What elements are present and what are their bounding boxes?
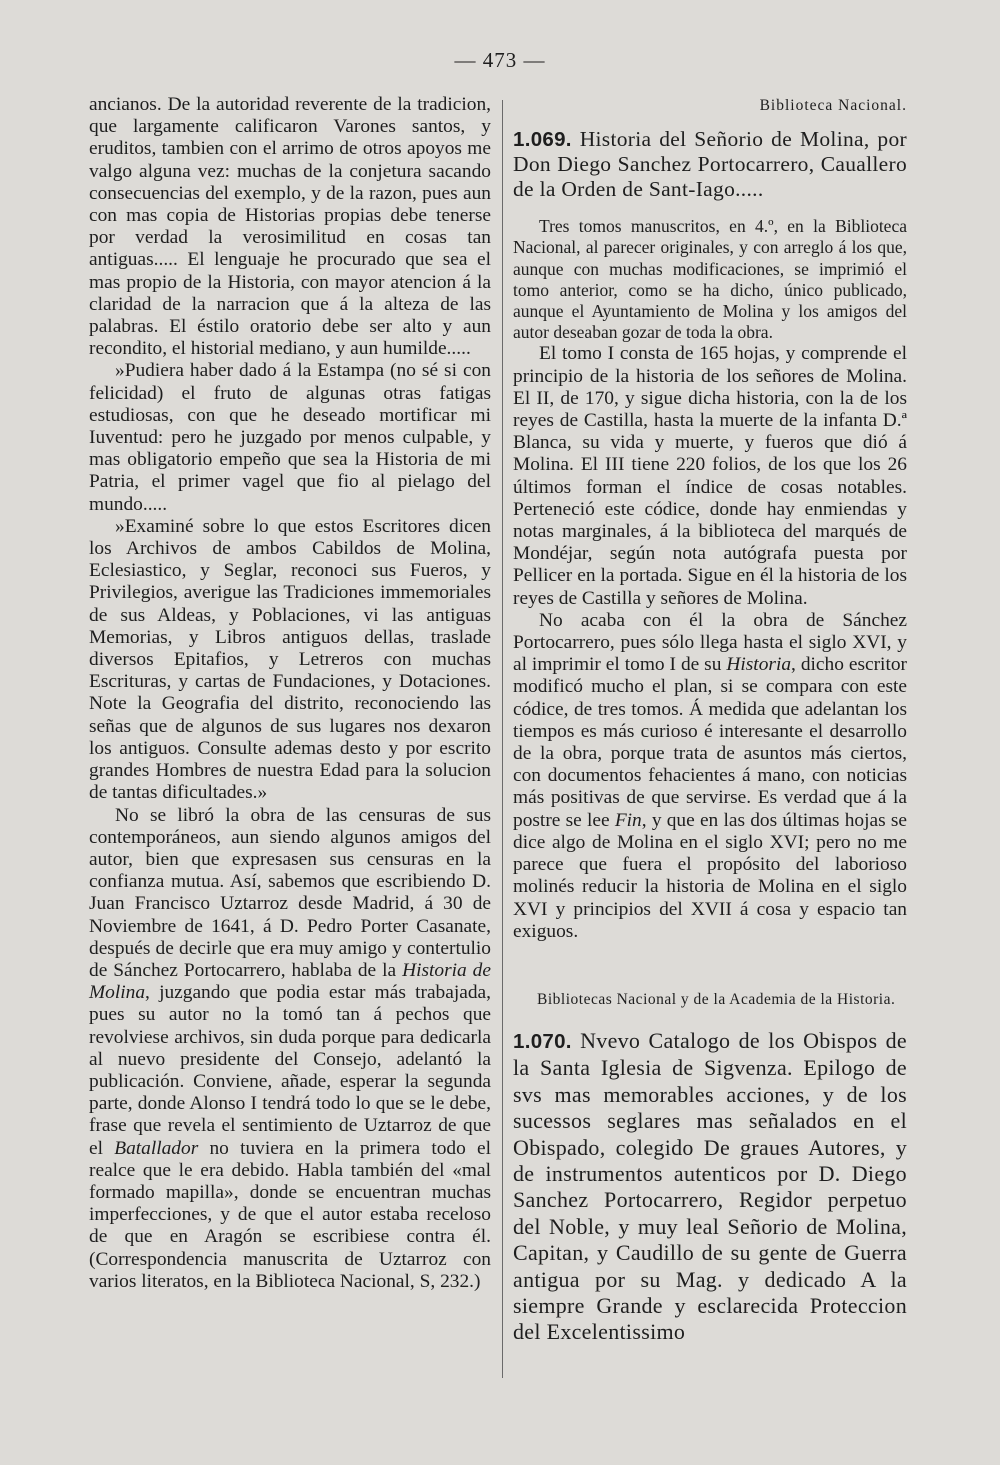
entry-1069-description: El tomo I consta de 165 hojas, y comprende el principio de la historia de los señores de Molina. El II, de 170, y sigue dicha historia, con la de los reyes de Castilla, hasta la muerte de la infanta D.ª Blanca, su vida y muerte, y fueros que dió á Molina. El III tiene 220 folios, de los que los 26 últimos forman el índice de cosas notables. Perteneció este códice, donde hay enmiendas y notas marginales, á la biblioteca del marqués de Mondéjar, según nota autógrafa puesta por Pellicer en la portada. Sigue en él la historia de los reyes de Castilla y señores de Molina. [513,343,907,609]
library-location-2: Bibliotecas Nacional y de la Academia de la Historia. [537,990,896,1008]
text-run: no tuviera en la primera todo el realce que le era debido. Habla también del «mal formado mapilla», donde se encuentran muchas imperfecciones, y de que el autor estaba receloso de que en Aragón se escribiese contra él. (Correspondencia manuscrita de Uztarroz con varios literatos, en la Biblioteca Nacional, S, 232.) [89,1137,492,1292]
left-column [89,94,491,1293]
paragraph-quote-archivos: »Examiné sobre lo que estos Escritores dicen los Archivos de ambos Cabildos de Molina, Eclesiastico, y Seglar, reconoci sus Fueros, y Privilegios, averigue las Tradiciones immemoriales de sus Aldeas, y Poblaciones, vi las antiguas Memorias, y Libros antiguos dellas, traslade diversos Epitafios, y Letreros con muchas Escrituras, y cartas de Fundaciones, y Dotaciones. Note la Geografia del distrito, reconociendo las señas que de algunos de sus lugares nos dexaron los antiguos. Consulte ademas desto y por escrito grandes Hombres de nuestra Edad para la solucion de tantas dificultades.» [89,515,491,804]
entry-title-text: Historia del Señorio de Molina, por Don Diego Sanchez Portocarrero, Cauallero de la Orden de Sant-Iago..... [513,127,907,202]
paragraph-censuras [89,805,491,1293]
entry-number: 1.070. [513,1029,572,1053]
entry-1069-commentary [513,610,907,943]
entry-1070-title [513,1028,907,1346]
page-number: — 473 — [454,48,546,72]
italic-title-historia-molina: Historia de Molina [89,959,491,1004]
italic-batallador: Batallador [114,1137,199,1159]
text-run: No acaba con él la obra de Sánchez Portocarrero, pues sólo llega hasta el siglo XVI, y al imprimir el tomo I de su [513,609,907,676]
text-run: , juzgando que podia estar más trabajada, pues su autor no la tomó tan á pechos que revolviese archivos, sin duda porque para dedicarla al nuevo presidente del Consejo, adelantó la publicación. Conviene, añade, esperar la segunda parte, donde Alonso I tendrá todo lo que se le debe, frase que revela el sentimiento de Uztarroz de que el [89,982,491,1159]
text-run: , dicho escritor modificó mucho el plan, si se compara con este códice, de tres tomos. Á medida que adelantan los tiempos es más curioso é interesante el desarrollo de la obra, porque trata de asuntos más ciertos, con documentos fehacientes á mano, con noticias más positivas de que servirse. Es verdad que á la postre se lee [513,654,907,831]
entry-number: 1.069. [513,128,572,152]
library-location-1: Biblioteca Nacional. [759,97,907,114]
paragraph-quote-estampa: »Pudiera haber dado á la Estampa (no sé si con felicidad) el fruto de algunas otras fatigas estudiosas, con que he deseado mortificar mi Iuventud: pero he juzgado por menos culpable, y mas obligatorio empeño que sea la Historia de mi Patria, el primer vagel que fio al pielago del mundo..... [89,360,491,515]
entry-title-text: Nvevo Catalogo de los Obispos de la Santa Iglesia de Sigvenza. Epilogo de svs mas memorables acciones, y de los sucessos seglares mas señalados en el Obispado, colegido De graues Autores, y de instrumentos autenticos por D. Diego Sanchez Portocarrero, Regidor perpetuo del Noble, y muy leal Señorio de Molina, Capitan, y Caudillo de su gente de Guerra antigua por su Mag. y dedicado A la siempre Grande y esclarecida Proteccion del Excelentissimo [513,1027,907,1345]
italic-fin: Fin [614,809,642,831]
text-run: No se libró la obra de las censuras de sus contemporáneos, aun siendo algunos amigos del autor, bien que expresasen sus censuras en la confianza mutua. Así, sabemos que escribiendo D. Juan Francisco Uztarroz desde Madrid, á 30 de Noviembre de 1641, á D. Pedro Porter Casanate, después de decirle que era muy amigo y contertulio de Sánchez Portocarrero, hablaba de la [89,804,491,981]
column-divider [502,100,503,1378]
italic-historia: Historia [726,654,792,676]
right-column [513,94,907,1346]
entry-1069-title [513,127,907,202]
text-run: , y que en las dos últimas hojas se dice algo de Molina en el siglo XVI; pero no me parece que fuera el propósito del laborioso molinés reducir la historia de Molina en el siglo XVI y principios del XVII á cosa y espacio tan exiguos. [513,809,908,942]
paragraph-quote-end: ancianos. De la autoridad reverente de la tradicion, que largamente calificaron Varones santos, y eruditos, tambien con el arrimo de otros apoyos me valgo alguna vez: muchas de la conjetura sacando consecuencias del exemplo, y de la razon, pues aun con mas copia de Historias propias debe tenerse por verdad la verosimilitud en cosas tan antiguas..... El lenguaje he procurado que sea el mas propio de la Historia, con mayor atencion á la claridad de la narracion que á la alteza de las palabras. El éstilo oratorio debe ser alto y aun recondito, el historial mediano, y aun humilde..... [89,94,491,360]
entry-1069-note: Tres tomos manuscritos, en 4.º, en la Biblioteca Nacional, al parecer originales, y con arreglo á los que, aunque con muchas modificaciones, se imprimió el tomo anterior, como se ha dicho, único publicado, aunque el Ayuntamiento de Molina y los amigos del autor deseaban gozar de toda la obra. [513,216,907,343]
